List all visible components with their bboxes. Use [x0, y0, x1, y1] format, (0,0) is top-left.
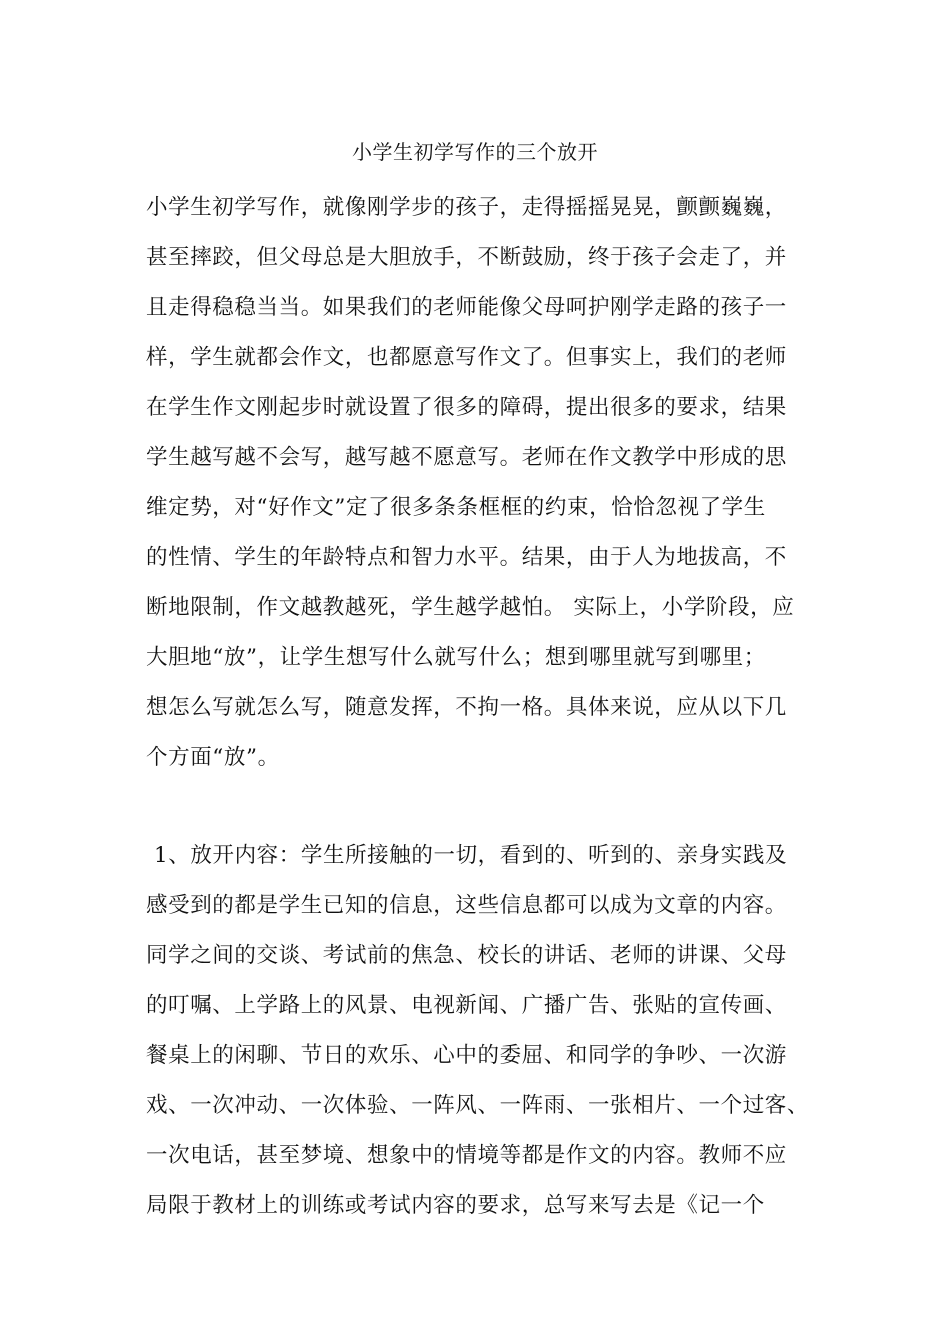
paragraph-content-section: [146, 831, 826, 1231]
paragraph-intro: [146, 183, 826, 783]
text-line: 且走得稳稳当当。如果我们的老师能像父母呵护刚学走路的孩子一: [146, 295, 787, 320]
text-line: 样，学生就都会作文，也都愿意写作文了。但事实上，我们的老师: [146, 345, 787, 370]
text-line: 想怎么写就怎么写，随意发挥，不拘一格。具体来说，应从以下几: [146, 695, 787, 720]
document-body: [146, 183, 826, 1231]
text-line: 甚至摔跤，但父母总是大胆放手，不断鼓励，终于孩子会走了，并: [146, 245, 787, 270]
text-line: 断地限制，作文越教越死，学生越学越怕。 实际上，小学阶段，应: [146, 595, 795, 620]
text-line: 在学生作文刚起步时就设置了很多的障碍，提出很多的要求，结果: [146, 395, 787, 420]
text-line: 个方面“放”。: [146, 745, 280, 770]
text-line: 戏、一次冲动、一次体验、一阵风、一阵雨、一张相片、一个过客、: [146, 1093, 810, 1118]
text-line: 局限于教材上的训练或考试内容的要求，总写来写去是《记一个: [146, 1193, 765, 1218]
text-line: 维定势，对“好作文”定了很多条条框框的约束，恰恰忽视了学生: [146, 495, 766, 520]
text-line: 的性情、学生的年龄特点和智力水平。结果，由于人为地拔高，不: [146, 545, 787, 570]
paragraph-spacer: [146, 783, 826, 831]
text-line: 学生越写越不会写，越写越不愿意写。老师在作文教学中形成的思: [146, 445, 787, 470]
document-title: 小学生初学写作的三个放开: [352, 140, 598, 164]
text-line: 同学之间的交谈、考试前的焦急、校长的讲话、老师的讲课、父母: [146, 943, 787, 968]
text-line: 感受到的都是学生已知的信息，这些信息都可以成为文章的内容。: [146, 893, 787, 918]
text-line: 餐桌上的闲聊、节日的欢乐、心中的委屈、和同学的争吵、一次游: [146, 1043, 787, 1068]
text-line: 小学生初学写作，就像刚学步的孩子，走得摇摇晃晃，颤颤巍巍，: [146, 195, 787, 220]
text-line: 的叮嘱、上学路上的风景、电视新闻、广播广告、张贴的宣传画、: [146, 993, 787, 1018]
text-line: 一次电话，甚至梦境、想象中的情境等都是作文的内容。教师不应: [146, 1143, 787, 1168]
text-line: 1、放开内容：学生所接触的一切，看到的、听到的、亲身实践及: [154, 843, 788, 868]
text-line: 大胆地“放”，让学生想写什么就写什么；想到哪里就写到哪里；: [146, 645, 766, 670]
